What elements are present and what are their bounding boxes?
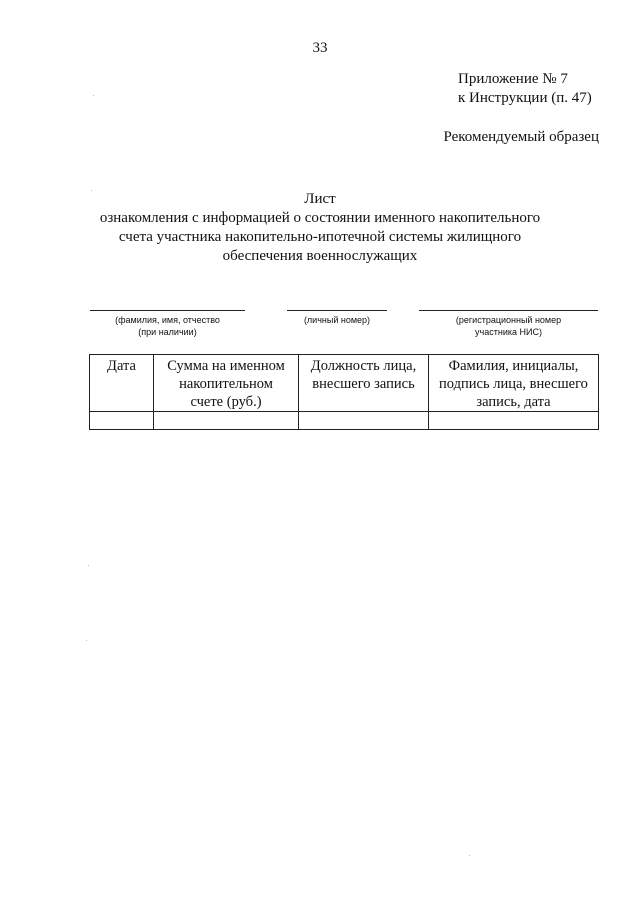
registration-number-caption xyxy=(419,314,598,338)
scan-speck xyxy=(469,855,470,856)
personal-number-caption: (личный номер) xyxy=(303,315,371,325)
appendix-reference xyxy=(458,70,592,108)
appendix-line-2: к Инструкции (п. 47) xyxy=(458,90,592,106)
record-table xyxy=(89,354,599,430)
header-signature-line-1: Фамилия, инициалы, xyxy=(448,358,579,374)
title-line-2: ознакомления с информацией о состоянии именного накопительного xyxy=(99,210,541,226)
page-number: 33 xyxy=(312,40,328,56)
header-amount-line-1: Сумма на именном xyxy=(167,358,285,374)
title-line-1: Лист xyxy=(304,191,336,207)
title-line-4: обеспечения военнослужащих xyxy=(222,248,418,264)
scan-speck xyxy=(86,640,87,641)
full-name-line[interactable] xyxy=(90,310,245,311)
header-date xyxy=(90,355,154,412)
registration-number-line[interactable] xyxy=(419,310,598,311)
header-signature-line-2: подпись лица, внесшего xyxy=(439,376,588,392)
header-date-line-1: Дата xyxy=(107,358,136,374)
scan-speck xyxy=(93,95,94,96)
registration-caption-line-2: участника НИС) xyxy=(475,327,542,337)
appendix-line-1: Приложение № 7 xyxy=(458,71,568,87)
full-name-caption-line-2: (при наличии) xyxy=(138,327,197,337)
header-position xyxy=(299,355,429,412)
header-amount-line-2: накопительном xyxy=(179,376,273,392)
personal-number-line[interactable] xyxy=(287,310,387,311)
recommended-sample-label: Рекомендуемый образец xyxy=(443,129,599,145)
header-amount xyxy=(154,355,299,412)
table-header-row xyxy=(90,355,599,412)
cell-position[interactable] xyxy=(299,412,429,430)
registration-caption-line-1: (регистрационный номер xyxy=(455,315,562,325)
title-line-3: счета участника накопительно-ипотечной системы жилищного xyxy=(118,229,522,245)
cell-signature[interactable] xyxy=(429,412,599,430)
header-amount-line-3: счете (руб.) xyxy=(190,394,262,410)
header-position-line-1: Должность лица, xyxy=(310,358,417,374)
scan-speck xyxy=(91,190,92,191)
full-name-caption xyxy=(95,314,240,338)
full-name-caption-line-1: (фамилия, имя, отчество xyxy=(115,315,220,325)
scan-speck xyxy=(88,565,89,566)
header-signature-line-3: запись, дата xyxy=(476,394,551,410)
document-title xyxy=(0,190,640,266)
header-signature xyxy=(429,355,599,412)
cell-amount[interactable] xyxy=(154,412,299,430)
cell-date[interactable] xyxy=(90,412,154,430)
header-position-line-2: внесшего запись xyxy=(312,376,415,392)
table-row xyxy=(90,412,599,430)
